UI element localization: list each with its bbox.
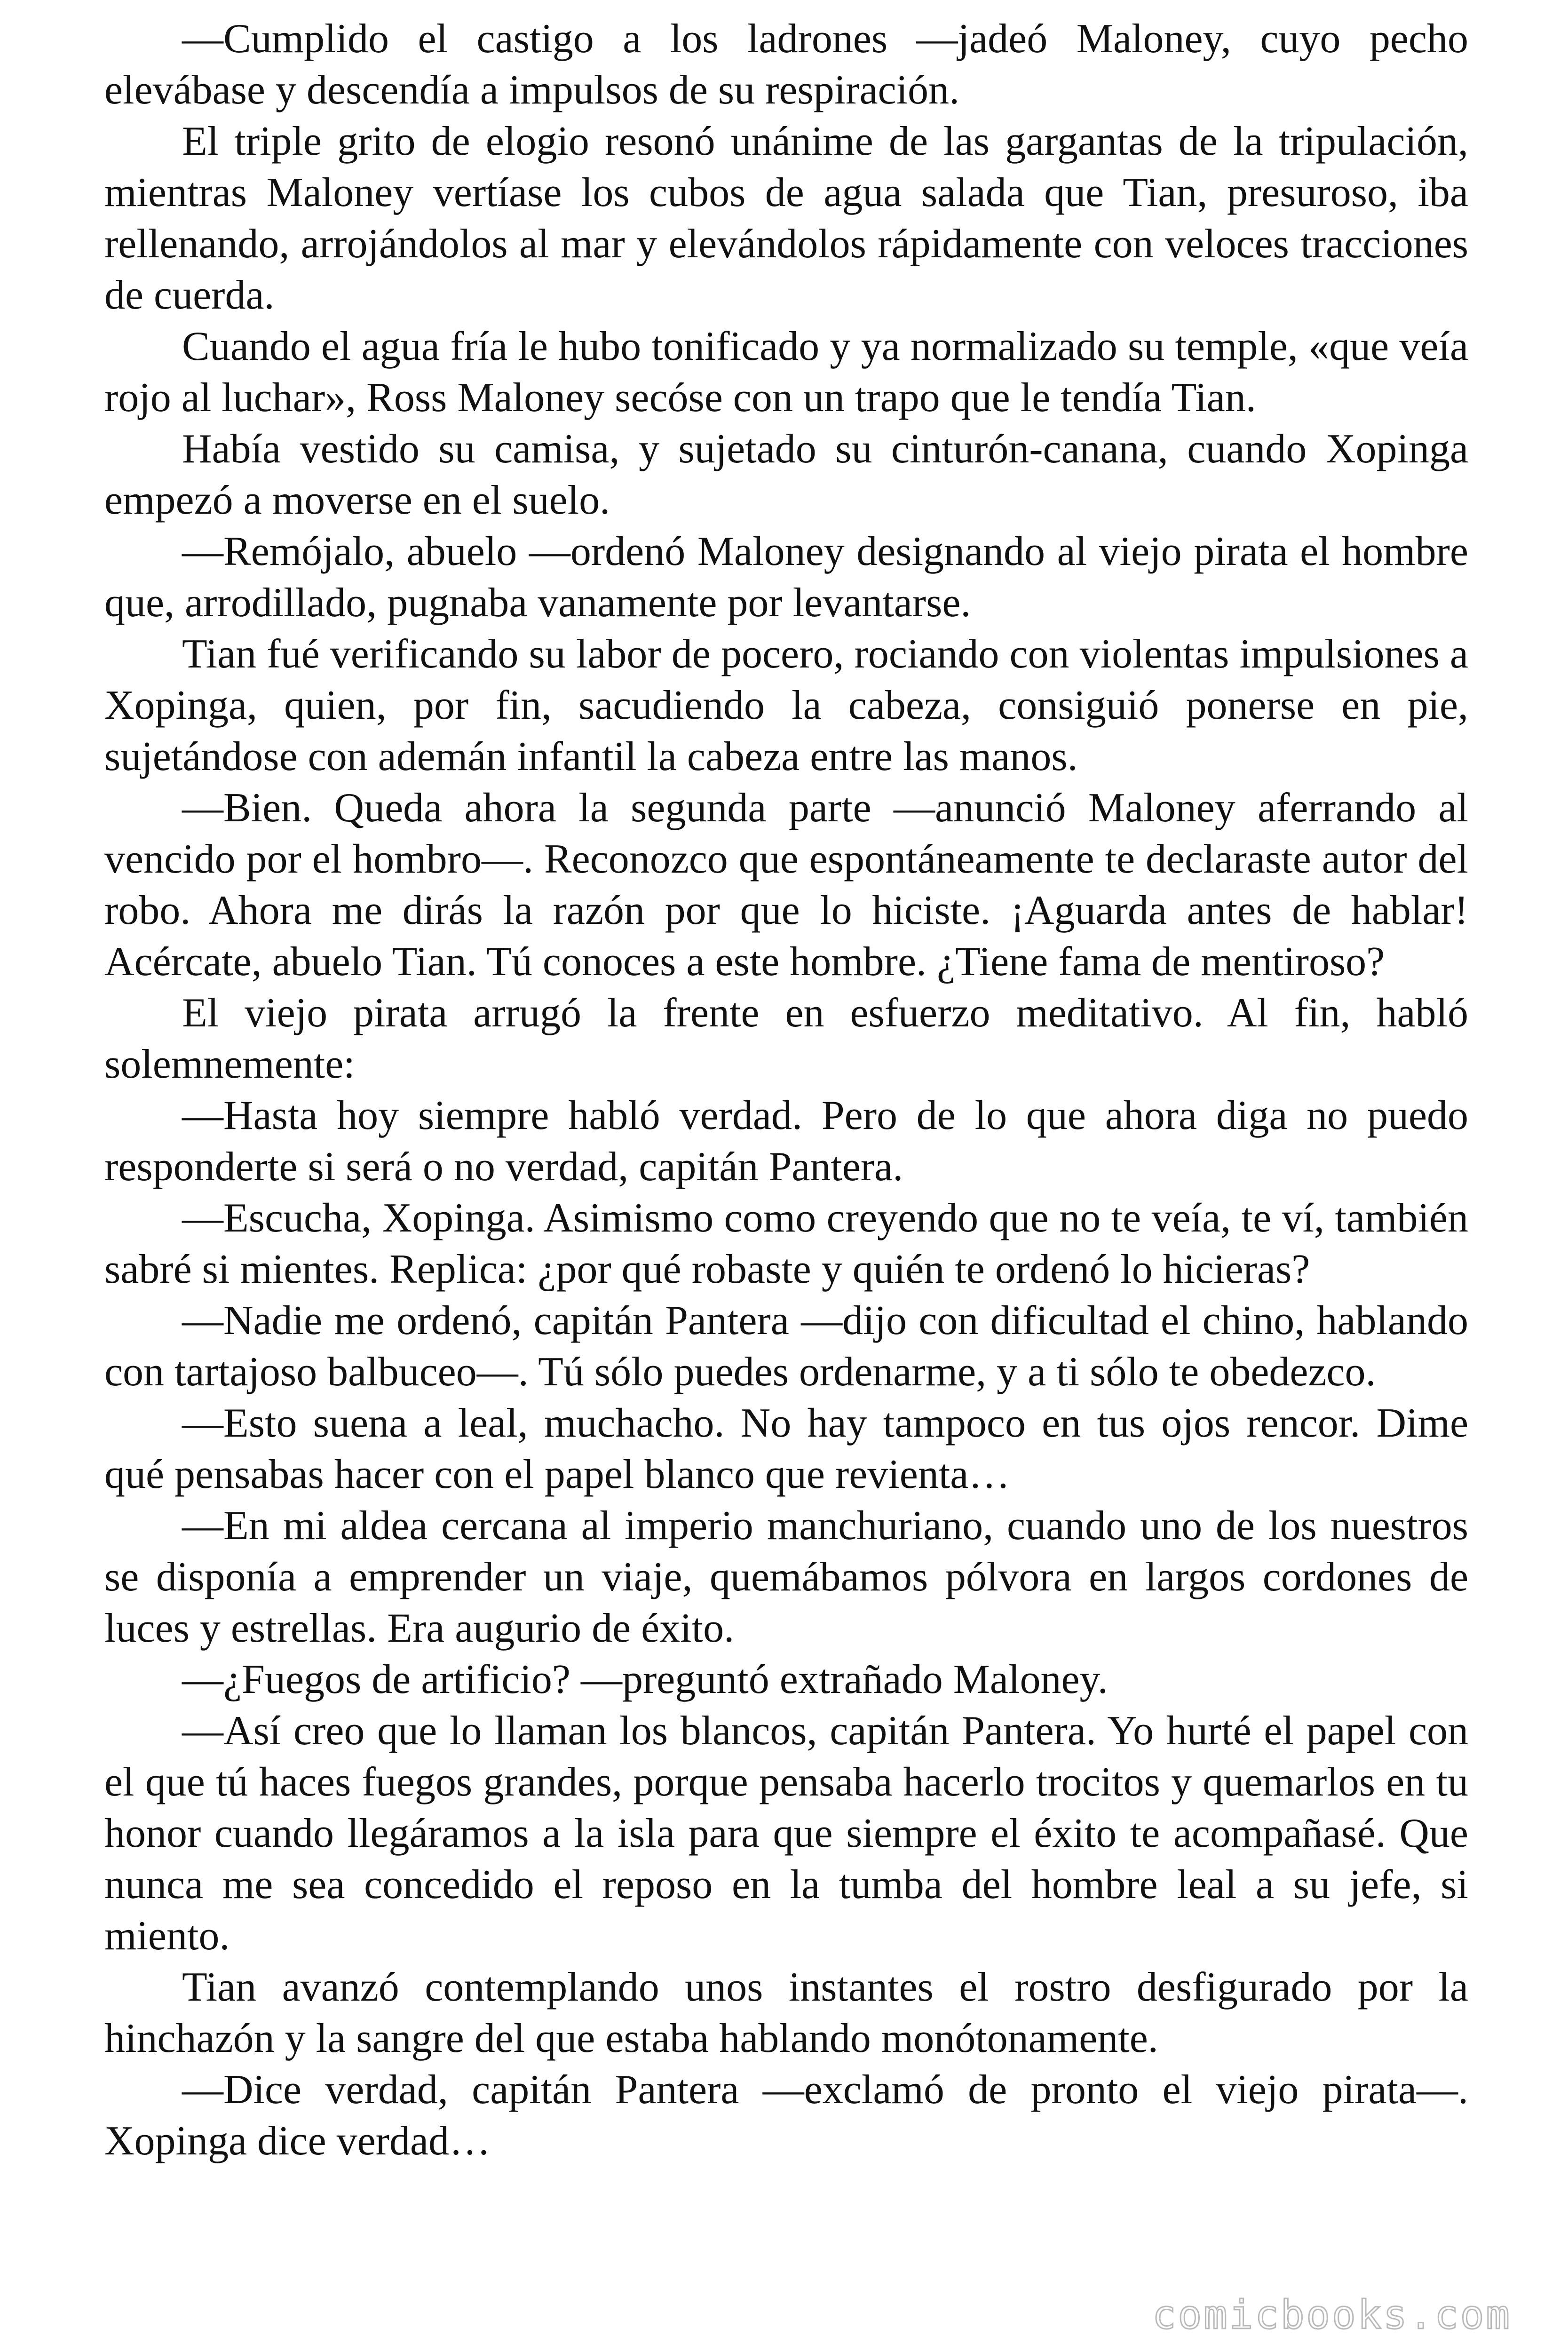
paragraph: —Remójalo, abuelo —ordenó Maloney designando al viejo pirata el hombre que, arrodillado, pugnaba vanamente por levantarse. (104, 529, 1468, 626)
paragraph: —Bien. Queda ahora la segunda parte —anunció Maloney aferrando al vencido por el hombro—. Reconozco que espontáneamente te declaraste autor del robo. Ahora me dirás la razón por que lo hiciste. ¡Aguarda antes de hablar! Acércate, abuelo Tian. Tú conoces a este hombre. ¿Tiene fama de mentiroso? (104, 785, 1468, 985)
paragraph: —Hasta hoy siempre habló verdad. Pero de lo que ahora diga no puedo responderte si será o no verdad, capitán Pantera. (104, 1093, 1468, 1190)
paragraph: —Nadie me ordenó, capitán Pantera —dijo con dificultad el chino, hablando con tartajoso balbuceo—. Tú sólo puedes ordenarme, y a ti sólo te obedezco. (104, 1298, 1468, 1395)
paragraph: El viejo pirata arrugó la frente en esfuerzo meditativo. Al fin, habló solemnemente: (104, 990, 1468, 1087)
paragraph: —Dice verdad, capitán Pantera —exclamó de pronto el viejo pirata—. Xopinga dice verdad… (104, 2067, 1468, 2164)
paragraph: Cuando el agua fría le hubo tonificado y ya normalizado su temple, «que veía rojo al luchar», Ross Maloney secóse con un trapo que le tendía Tian. (104, 324, 1468, 421)
paragraph: El triple grito de elogio resonó unánime de las gargantas de la tripulación, mientras Maloney vertíase los cubos de agua salada que Tian, presuroso, iba rellenando, arrojándolos al mar y elevándolos rápidamente con veloces tracciones de cuerda. (104, 119, 1468, 318)
paragraph: —¿Fuegos de artificio? —preguntó extrañado Maloney. (182, 1657, 1108, 1702)
paragraph: —Así creo que lo llaman los blancos, capitán Pantera. Yo hurté el papel con el que tú haces fuegos grandes, porque pensaba hacerlo trocitos y quemarlos en tu honor cuando llegáramos a la isla para que siempre el éxito te acompañasé. Que nunca me sea concedido el reposo en la tumba del hombre leal a su jefe, si miento. (104, 1708, 1468, 1959)
paragraph: —Esto suena a leal, muchacho. No hay tampoco en tus ojos rencor. Dime qué pensabas hacer con el papel blanco que revienta… (104, 1400, 1468, 1497)
body-text (104, 13, 1468, 2167)
paragraph: —En mi aldea cercana al imperio manchuriano, cuando uno de los nuestros se disponía a emprender un viaje, quemábamos pólvora en largos cordones de luces y estrellas. Era augurio de éxito. (104, 1503, 1468, 1651)
paragraph: —Cumplido el castigo a los ladrones —jadeó Maloney, cuyo pecho elevábase y descendía a impulsos de su respiración. (104, 16, 1468, 113)
paragraph: Había vestido su camisa, y sujetado su cinturón-canana, cuando Xopinga empezó a moverse en el suelo. (104, 426, 1468, 523)
paragraph: Tian fué verificando su labor de pocero, rociando con violentas impulsiones a Xopinga, quien, por fin, sacudiendo la cabeza, consiguió ponerse en pie, sujetándose con ademán infantil la cabeza entre las manos. (104, 631, 1468, 779)
watermark: comicbooks.com (1152, 2292, 1512, 2338)
paragraph: Tian avanzó contemplando unos instantes el rostro desfigurado por la hinchazón y la sangre del que estaba hablando monótonamente. (104, 1964, 1468, 2061)
paragraph: —Escucha, Xopinga. Asimismo como creyendo que no te veía, te ví, también sabré si mientes. Replica: ¿por qué robaste y quién te ordenó lo hicieras? (104, 1195, 1468, 1292)
